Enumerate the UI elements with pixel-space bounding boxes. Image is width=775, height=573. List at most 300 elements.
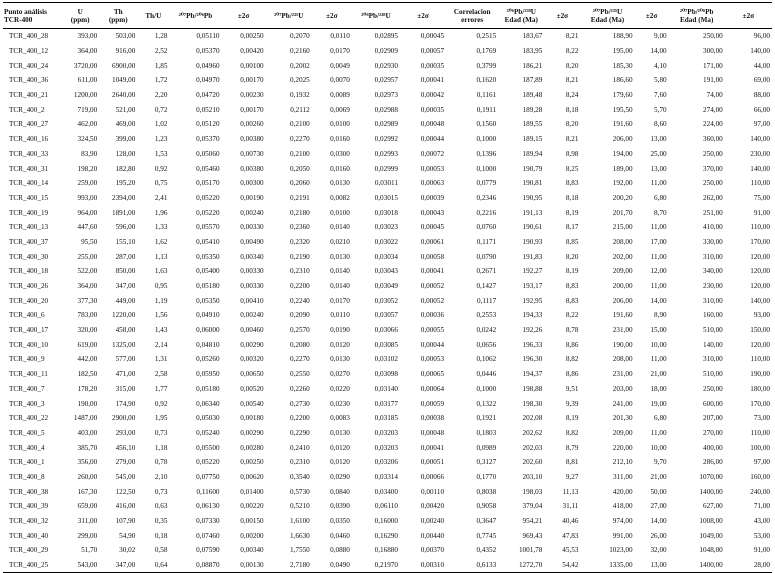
value-cell: 182,50 — [77, 370, 98, 379]
value-cell: 2640,00 — [111, 91, 136, 100]
value-cell: 420,00 — [612, 487, 633, 496]
value-cell: 3720,00 — [73, 61, 98, 70]
value-cell: 0,8038 — [476, 487, 497, 496]
value-cell: 171,00 — [703, 61, 723, 70]
value-cell: 2,14 — [154, 340, 168, 349]
value-cell: 0,1620 — [476, 76, 497, 85]
value-cell: 0,03049 — [374, 282, 398, 291]
value-cell: 190,00 — [612, 340, 633, 349]
value-cell: 230,00 — [750, 149, 770, 158]
value-cell: 6900,00 — [111, 61, 136, 70]
column-header-err1 — [222, 3, 266, 29]
value-cell: 627,00 — [703, 502, 723, 511]
sample-id-cell: TCR_400_33 — [9, 149, 49, 158]
value-cell: 0,0140 — [330, 282, 350, 291]
value-cell: 0,02895 — [374, 32, 398, 41]
value-cell: 1487,00 — [73, 414, 98, 423]
value-cell: 0,05460 — [196, 164, 220, 173]
value-cell: 0,00220 — [240, 502, 264, 511]
value-cell: 0,0110 — [330, 311, 350, 320]
value-cell: 1200,00 — [73, 91, 98, 100]
value-cell: 21,00 — [650, 370, 667, 379]
value-cell: 8,78 — [565, 326, 579, 335]
value-cell: 0,0989 — [476, 443, 497, 452]
value-cell: 194,37 — [522, 370, 543, 379]
value-cell: 0,00170 — [240, 76, 264, 85]
value-cell: 0,00380 — [240, 164, 264, 173]
header-line: errores — [461, 15, 484, 24]
column-header-th — [99, 3, 137, 29]
value-cell: 596,00 — [115, 223, 136, 232]
value-cell: 0,00072 — [420, 149, 445, 158]
value-cell: 53,00 — [753, 531, 770, 540]
value-cell: 0,2002 — [289, 61, 310, 70]
value-cell: 0,00061 — [420, 237, 445, 246]
value-cell: 0,2270 — [289, 135, 310, 144]
value-cell: 1,96 — [154, 208, 168, 217]
value-cell: 1,77 — [154, 384, 168, 393]
value-cell: 250,00 — [703, 179, 723, 188]
header-line: ²⁰⁷Pb/²³⁵U — [273, 11, 304, 20]
value-cell: 0,16000 — [374, 517, 398, 526]
value-cell: 510,00 — [703, 370, 723, 379]
value-cell: 0,00059 — [420, 399, 445, 408]
value-cell: 0,00490 — [240, 237, 264, 246]
value-cell: 0,05110 — [196, 32, 220, 41]
value-cell: 0,05570 — [196, 223, 220, 232]
value-cell: 50,00 — [650, 487, 667, 496]
sample-id-cell: TCR_400_27 — [9, 120, 49, 129]
value-cell: 0,00058 — [420, 252, 445, 261]
value-cell: 0,2515 — [476, 32, 497, 41]
value-cell: 202,62 — [522, 428, 543, 437]
value-cell: 0,00051 — [420, 458, 445, 467]
value-cell: 1400,00 — [669, 558, 725, 573]
value-cell: 0,00045 — [420, 32, 445, 41]
table-row — [3, 205, 772, 220]
value-cell: 0,00290 — [240, 428, 264, 437]
value-cell: 9,27 — [565, 472, 579, 481]
value-cell: 186,60 — [612, 76, 633, 85]
value-cell: 954,21 — [522, 517, 543, 526]
table-body — [3, 29, 772, 573]
header-line: (ppm) — [70, 15, 90, 24]
sample-id-cell: TCR_400_25 — [3, 558, 61, 573]
value-cell: 1,02 — [154, 120, 168, 129]
value-cell: 1008,00 — [699, 517, 723, 526]
value-cell: 0,05220 — [196, 458, 220, 467]
value-cell: 0,00330 — [240, 282, 264, 291]
value-cell: 0,00290 — [240, 340, 264, 349]
table-row — [3, 293, 772, 308]
value-cell: 356,00 — [77, 458, 98, 467]
value-cell: 0,00038 — [420, 414, 445, 423]
value-cell: 1,85 — [154, 61, 168, 70]
value-cell: 0,2290 — [289, 428, 310, 437]
value-cell: 0,00110 — [420, 487, 445, 496]
value-cell: 1220,00 — [111, 311, 136, 320]
value-cell: 170,00 — [750, 237, 770, 246]
value-cell: 0,03011 — [374, 179, 398, 188]
value-cell: 0,0130 — [330, 355, 350, 364]
value-cell: 2,52 — [154, 47, 168, 56]
value-cell: 5,70 — [654, 105, 667, 114]
value-cell: 0,0230 — [330, 399, 350, 408]
value-cell: 0,00520 — [240, 384, 264, 393]
value-cell: 190,79 — [522, 164, 543, 173]
table-row — [3, 191, 772, 206]
value-cell: 0,0210 — [330, 237, 350, 246]
table-row — [3, 132, 772, 147]
value-cell: 1049,00 — [111, 76, 136, 85]
value-cell: 0,05400 — [196, 267, 220, 276]
value-cell: 167,30 — [77, 487, 98, 496]
value-cell: 659,00 — [77, 502, 98, 511]
value-cell: 8,20 — [565, 61, 579, 70]
value-cell: 0,07590 — [196, 546, 220, 555]
value-cell: 0,00280 — [240, 443, 264, 452]
value-cell: 0,2191 — [289, 193, 310, 202]
value-cell: 510,00 — [703, 326, 723, 335]
sample-id-cell: TCR_400_7 — [9, 384, 45, 393]
value-cell: 178,20 — [77, 384, 98, 393]
value-cell: 230,00 — [703, 282, 723, 291]
value-cell: 185,30 — [612, 61, 633, 70]
value-cell: 8,83 — [565, 282, 579, 291]
value-cell: 13,00 — [635, 558, 669, 573]
value-cell: 471,00 — [115, 370, 136, 379]
value-cell: 45,53 — [562, 546, 579, 555]
column-header-correlation — [446, 3, 498, 29]
value-cell: 202,60 — [522, 458, 543, 467]
value-cell: 0,03140 — [374, 384, 398, 393]
value-cell: 2,58 — [154, 370, 168, 379]
header-line: Th — [113, 7, 123, 16]
header-line: Correlacion — [453, 7, 491, 16]
value-cell: 1325,00 — [111, 340, 136, 349]
value-cell: 1001,78 — [518, 546, 543, 555]
sample-id-cell: TCR_400_36 — [9, 76, 49, 85]
header-line: ±2σ — [645, 11, 658, 20]
value-cell: 150,00 — [750, 326, 770, 335]
value-cell: 0,35 — [154, 517, 168, 526]
value-cell: 0,1560 — [476, 120, 497, 129]
value-cell: 19,00 — [650, 399, 667, 408]
table-row — [3, 411, 772, 426]
value-cell: 110,00 — [750, 428, 770, 437]
value-cell: 0,05120 — [196, 120, 220, 129]
table-row — [3, 543, 772, 558]
value-cell: 17,00 — [650, 237, 667, 246]
table-row — [3, 117, 772, 132]
value-cell: 0,00064 — [420, 384, 445, 393]
value-cell: 191,00 — [703, 76, 723, 85]
value-cell: 8,60 — [654, 120, 667, 129]
value-cell: 8,20 — [565, 120, 579, 129]
value-cell: 1400,00 — [699, 487, 723, 496]
value-cell: 180,00 — [750, 384, 770, 393]
value-cell: 0,3799 — [476, 61, 497, 70]
value-cell: 8,19 — [565, 414, 579, 423]
value-cell: 719,00 — [77, 105, 98, 114]
value-cell: 191,60 — [612, 120, 633, 129]
value-cell: 0,02992 — [374, 135, 398, 144]
value-cell: 522,00 — [77, 267, 98, 276]
value-cell: 0,05240 — [196, 428, 220, 437]
value-cell: 0,0840 — [330, 487, 350, 496]
value-cell: 0,2050 — [289, 164, 310, 173]
value-cell: 377,30 — [77, 296, 98, 305]
value-cell: 0,1921 — [476, 414, 497, 423]
value-cell: 2,7180 — [266, 558, 312, 573]
value-cell: 0,07330 — [196, 517, 220, 526]
column-header-age-pb207-pb206 — [669, 3, 725, 29]
value-cell: 1,43 — [154, 326, 168, 335]
value-cell: 0,0760 — [476, 223, 497, 232]
sample-id-cell: TCR_400_39 — [9, 502, 49, 511]
value-cell: 0,0220 — [330, 384, 350, 393]
value-cell: 0,2180 — [289, 208, 310, 217]
sample-id-cell: TCR_400_17 — [9, 326, 49, 335]
value-cell: 0,92 — [154, 399, 168, 408]
value-cell: 0,05260 — [196, 355, 220, 364]
value-cell: 0,0120 — [330, 443, 350, 452]
value-cell: 0,1803 — [476, 428, 497, 437]
value-cell: 122,50 — [115, 487, 136, 496]
value-cell: 259,00 — [77, 179, 98, 188]
value-cell: 8,86 — [565, 370, 579, 379]
table-row — [3, 88, 772, 103]
value-cell: 0,05220 — [196, 193, 220, 202]
value-cell: 300,00 — [703, 47, 723, 56]
value-cell: 189,94 — [522, 149, 543, 158]
value-cell: 320,00 — [77, 326, 98, 335]
value-cell: 1049,00 — [699, 531, 723, 540]
value-cell: 0,02909 — [374, 47, 398, 56]
value-cell: 1,63 — [154, 267, 168, 276]
value-cell: 0,00330 — [240, 267, 264, 276]
value-cell: 0,00052 — [420, 296, 445, 305]
value-cell: 0,00041 — [420, 76, 445, 85]
value-cell: 299,00 — [77, 531, 98, 540]
value-cell: 347,00 — [115, 282, 136, 291]
value-cell: 262,00 — [703, 193, 723, 202]
value-cell: 0,58 — [154, 546, 168, 555]
value-cell: 0,95 — [154, 282, 168, 291]
value-cell: 545,00 — [115, 472, 136, 481]
value-cell: 0,05370 — [196, 135, 220, 144]
sample-id-cell: TCR_400_6 — [9, 311, 45, 320]
value-cell: 8,19 — [565, 267, 579, 276]
value-cell: 0,06130 — [196, 502, 220, 511]
column-header-err4 — [544, 3, 580, 29]
header-line: Th/U — [145, 11, 162, 20]
value-cell: 0,00065 — [420, 370, 445, 379]
value-cell: 0,00052 — [420, 282, 445, 291]
value-cell: 0,2360 — [289, 223, 310, 232]
value-cell: 13,00 — [650, 135, 667, 144]
value-cell: 0,03314 — [374, 472, 398, 481]
value-cell: 8,24 — [565, 91, 579, 100]
sample-id-cell: TCR_400_11 — [9, 370, 48, 379]
value-cell: 0,72 — [154, 105, 168, 114]
value-cell: 190,93 — [522, 237, 543, 246]
value-cell: 207,00 — [703, 414, 723, 423]
value-cell: 0,00045 — [420, 223, 445, 232]
value-cell: 190,61 — [522, 223, 543, 232]
value-cell: 195,50 — [612, 105, 633, 114]
sample-id-cell: TCR_400_5 — [9, 428, 45, 437]
value-cell: 206,00 — [612, 296, 633, 305]
column-header-age-pb206-u238 — [498, 3, 544, 29]
value-cell: 194,00 — [612, 149, 633, 158]
value-cell: 0,00039 — [420, 193, 445, 202]
value-cell: 250,00 — [703, 384, 723, 393]
value-cell: 0,00041 — [420, 443, 445, 452]
value-cell: 0,00460 — [240, 326, 264, 335]
value-cell: 0,2310 — [289, 458, 310, 467]
value-cell: 8,90 — [654, 311, 667, 320]
value-cell: 0,2310 — [289, 267, 310, 276]
value-cell: 198,20 — [77, 164, 98, 173]
value-cell: 0,16880 — [374, 546, 398, 555]
value-cell: 0,00340 — [240, 252, 264, 261]
value-cell: 0,0120 — [330, 458, 350, 467]
value-cell: 0,92 — [154, 164, 168, 173]
value-cell: 8,19 — [565, 208, 579, 217]
value-cell: 11,00 — [650, 252, 667, 261]
sample-id-cell: TCR_400_15 — [9, 193, 49, 202]
value-cell: 1,6630 — [289, 531, 310, 540]
value-cell: 0,05370 — [196, 47, 220, 56]
value-cell: 21,00 — [650, 472, 667, 481]
value-cell: 183,67 — [522, 32, 543, 41]
sample-id-cell: TCR_400_20 — [9, 296, 49, 305]
value-cell: 192,00 — [612, 179, 633, 188]
value-cell: 0,00042 — [420, 91, 445, 100]
value-cell: 196,33 — [522, 340, 543, 349]
sample-id-cell: TCR_400_32 — [9, 517, 49, 526]
value-cell: 0,0170 — [330, 296, 350, 305]
value-cell: 0,00250 — [240, 32, 264, 41]
value-cell: 0,00180 — [240, 414, 264, 423]
value-cell: 0,4352 — [476, 546, 497, 555]
value-cell: 215,00 — [612, 223, 633, 232]
value-cell: 0,00053 — [420, 355, 445, 364]
value-cell: 179,60 — [612, 91, 633, 100]
sample-id-cell: TCR_400_9 — [9, 355, 45, 364]
value-cell: 0,2160 — [289, 47, 310, 56]
value-cell: 0,1161 — [476, 91, 497, 100]
value-cell: 202,00 — [612, 252, 633, 261]
value-cell: 120,00 — [750, 282, 770, 291]
value-cell: 0,05210 — [196, 105, 220, 114]
value-cell: 1048,00 — [699, 546, 723, 555]
value-cell: 0,00041 — [420, 267, 445, 276]
value-cell: 0,0130 — [330, 428, 350, 437]
value-cell: 140,00 — [750, 135, 770, 144]
value-cell: 0,2090 — [289, 311, 310, 320]
value-cell: 0,0446 — [476, 370, 497, 379]
value-cell: 0,03052 — [374, 296, 398, 305]
table-row — [3, 352, 772, 367]
value-cell: 54,42 — [544, 558, 580, 573]
sample-id-cell: TCR_400_8 — [9, 472, 45, 481]
value-cell: 503,00 — [115, 32, 136, 41]
value-cell: 0,00310 — [400, 558, 446, 573]
value-cell: 8,22 — [565, 47, 579, 56]
value-cell: 991,00 — [612, 531, 633, 540]
value-cell: 208,00 — [612, 237, 633, 246]
value-cell: 600,00 — [703, 399, 723, 408]
value-cell: 0,05410 — [196, 237, 220, 246]
column-header-err6 — [725, 3, 772, 29]
value-cell: 0,03022 — [374, 237, 398, 246]
value-cell: 0,00035 — [420, 61, 445, 70]
sample-id-cell: TCR_400_21 — [9, 91, 49, 100]
value-cell: 30,02 — [119, 546, 136, 555]
value-cell: 194,33 — [522, 311, 543, 320]
value-cell: 364,00 — [77, 282, 98, 291]
value-cell: 14,00 — [650, 517, 667, 526]
value-cell: 0,2200 — [289, 414, 310, 423]
value-cell: 0,00100 — [240, 61, 264, 70]
value-cell: 0,73 — [154, 487, 168, 496]
value-cell: 200,20 — [612, 193, 633, 202]
value-cell: 8,21 — [565, 32, 579, 41]
header-line: TCR-400 — [4, 15, 33, 24]
value-cell: 83,90 — [81, 149, 98, 158]
value-cell: 0,00063 — [420, 179, 445, 188]
header-line: ²⁰⁷Pb/²³⁵U — [592, 7, 623, 16]
value-cell: 0,0300 — [330, 149, 350, 158]
column-header-err2 — [312, 3, 352, 29]
value-cell: 0,00440 — [420, 531, 445, 540]
value-cell: 11,00 — [650, 428, 667, 437]
value-cell: 0,0460 — [330, 531, 350, 540]
value-cell: 192,26 — [522, 326, 543, 335]
value-cell: 44,00 — [753, 61, 770, 70]
value-cell: 155,10 — [115, 237, 136, 246]
sample-id-cell: TCR_400_2 — [9, 105, 45, 114]
value-cell: 0,03057 — [374, 311, 398, 320]
value-cell: 0,00048 — [420, 428, 445, 437]
value-cell: 0,64 — [137, 558, 169, 573]
sample-id-cell: TCR_400_13 — [9, 223, 49, 232]
value-cell: 0,2346 — [476, 193, 497, 202]
value-cell: 416,00 — [115, 502, 136, 511]
value-cell: 0,18 — [154, 531, 168, 540]
value-cell: 0,04720 — [196, 91, 220, 100]
value-cell: 11,00 — [650, 223, 667, 232]
value-cell: 0,06110 — [374, 502, 398, 511]
value-cell: 521,00 — [115, 105, 136, 114]
value-cell: 0,0880 — [330, 546, 350, 555]
table-row — [3, 484, 772, 499]
value-cell: 97,00 — [753, 458, 770, 467]
value-cell: 1023,00 — [609, 546, 633, 555]
value-cell: 189,00 — [612, 164, 633, 173]
value-cell: 0,04810 — [196, 340, 220, 349]
value-cell: 0,2260 — [289, 384, 310, 393]
value-cell: 189,48 — [522, 91, 543, 100]
value-cell: 0,03015 — [374, 193, 398, 202]
value-cell: 128,00 — [115, 149, 136, 158]
value-cell: 120,00 — [750, 267, 770, 276]
value-cell: 0,0160 — [330, 135, 350, 144]
value-cell: 0,06000 — [196, 326, 220, 335]
value-cell: 0,0100 — [330, 208, 350, 217]
